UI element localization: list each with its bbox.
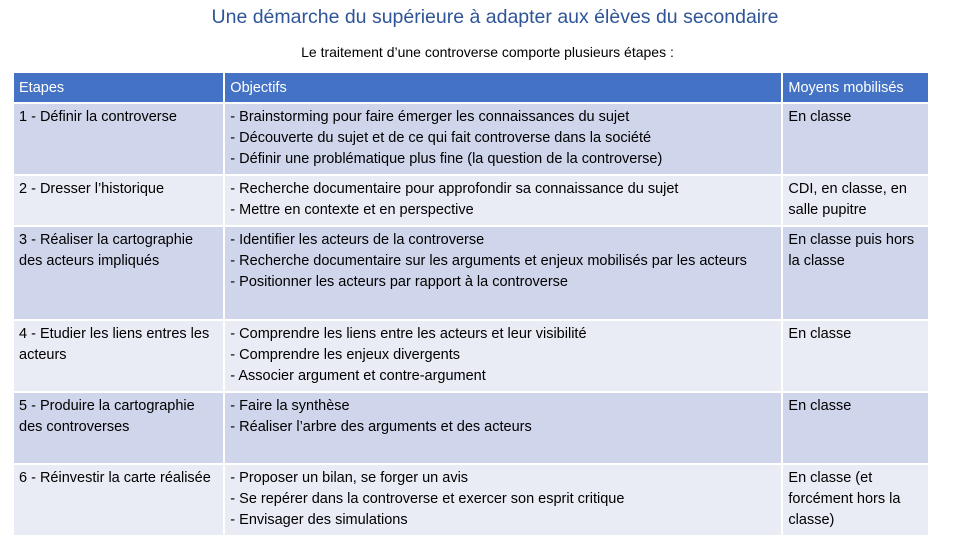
step-cell: 1 - Définir la controverse (14, 104, 223, 174)
objective-line: - Identifier les acteurs de la controverse (230, 232, 485, 248)
objectives-cell (225, 227, 781, 319)
means-cell: CDI, en classe, en salle pupitre (783, 176, 928, 225)
objective-line: - Comprendre les liens entre les acteurs et leur visibilité (230, 326, 587, 342)
objective-line: - Proposer un bilan, se forger un avis (230, 470, 469, 486)
means-cell: En classe (et forcément hors la classe) (783, 465, 928, 535)
step-cell: 3 - Réaliser la cartographie des acteurs impliqués (14, 227, 223, 319)
page-subtitle: Le traitement d’une controverse comporte plusieurs étapes : (301, 44, 674, 60)
step-cell: 5 - Produire la cartographie des controverses (14, 393, 223, 463)
objectives-cell (225, 104, 781, 174)
table-row (14, 227, 928, 319)
objective-line: - Envisager des simulations (230, 512, 408, 528)
table-row (14, 321, 928, 391)
objective-line: - Comprendre les enjeux divergents (230, 347, 460, 363)
objectives-cell (225, 321, 781, 391)
means-cell: En classe (783, 321, 928, 391)
objective-line: - Découverte du sujet et de ce qui fait controverse dans la société (230, 130, 652, 146)
objective-line: - Définir une problématique plus fine (la question de la controverse) (230, 151, 663, 167)
header-moyens: Moyens mobilisés (783, 73, 928, 102)
objective-line: - Brainstorming pour faire émerger les connaissances du sujet (230, 109, 630, 125)
objective-line: - Faire la synthèse (230, 398, 350, 414)
header-etapes: Etapes (14, 73, 223, 102)
objective-line: - Recherche documentaire pour approfondir sa connaissance du sujet (230, 181, 679, 197)
steps-table (12, 71, 930, 537)
objective-line: - Recherche documentaire sur les arguments et enjeux mobilisés par les acteurs (230, 253, 747, 269)
means-cell: En classe (783, 104, 928, 174)
objectives-cell (225, 465, 781, 535)
page-title: Une démarche du supérieure à adapter aux élèves du secondaire (211, 6, 779, 28)
step-cell: 6 - Réinvestir la carte réalisée (14, 465, 223, 535)
table-row (14, 104, 928, 174)
objectives-cell (225, 393, 781, 463)
objective-line: - Positionner les acteurs par rapport à la controverse (230, 274, 568, 290)
step-cell: 4 - Etudier les liens entres les acteurs (14, 321, 223, 391)
table-row (14, 393, 928, 463)
means-cell: En classe (783, 393, 928, 463)
objectives-cell (225, 176, 781, 225)
objective-line: - Se repérer dans la controverse et exercer son esprit critique (230, 491, 625, 507)
table-row (14, 176, 928, 225)
objective-line: - Réaliser l’arbre des arguments et des acteurs (230, 419, 532, 435)
table-row (14, 465, 928, 535)
objective-line: - Mettre en contexte et en perspective (230, 202, 474, 218)
objective-line: - Associer argument et contre-argument (230, 368, 486, 384)
header-objectifs: Objectifs (225, 73, 781, 102)
means-cell: En classe puis hors la classe (783, 227, 928, 319)
table-header-row (14, 73, 928, 102)
step-cell: 2 - Dresser l’historique (14, 176, 223, 225)
